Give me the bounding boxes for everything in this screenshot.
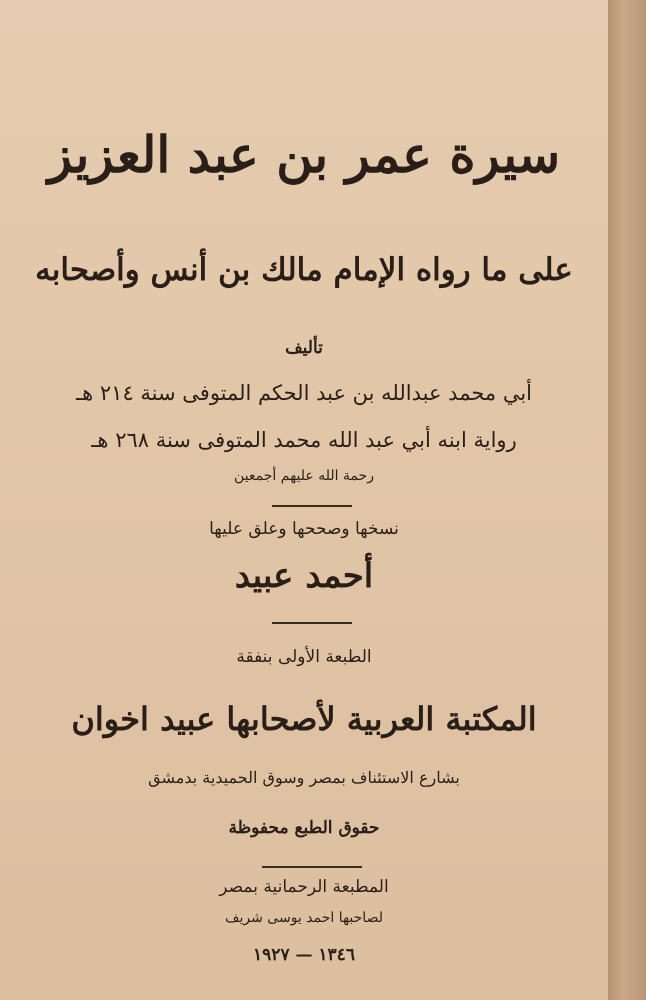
publisher-location: بشارع الاستئناف بمصر وسوق الحميدية بدمشق	[148, 768, 460, 787]
author-line-1: أبي محمد عبدالله بن عبد الحكم المتوفى سنة ٢١٤ هـ	[75, 381, 532, 405]
press-name: المطبعة الرحمانية بمصر	[219, 877, 389, 897]
book-title: سيرة عمر بن عبد العزيز	[47, 125, 561, 184]
page-edge	[608, 0, 646, 1000]
edited-by: نسخها وصححها وعلق عليها	[209, 519, 399, 539]
publisher-name: المكتبة العربية لأصحابها عبيد اخوان	[71, 700, 537, 738]
rights-notice: حقوق الطبع محفوظة	[228, 818, 380, 838]
divider-bottom	[262, 866, 362, 868]
editor-name: أحمد عبيد	[234, 556, 374, 596]
divider-top	[272, 505, 352, 507]
author-label: تأليف	[285, 338, 323, 358]
publication-years: ١٣٤٦ — ١٩٢٧	[253, 945, 355, 965]
blessing-line: رحمة الله عليهم أجمعين	[234, 468, 374, 484]
book-subtitle: على ما رواه الإمام مالك بن أنس وأصحابه	[35, 252, 573, 288]
press-owner: لصاحبها احمد يوسى شريف	[225, 910, 383, 926]
divider-middle	[272, 622, 352, 624]
author-line-2: رواية ابنه أبي عبد الله محمد المتوفى سنة ٢٦٨ هـ	[91, 428, 517, 452]
edition-line: الطبعة الأولى بنفقة	[236, 647, 372, 667]
